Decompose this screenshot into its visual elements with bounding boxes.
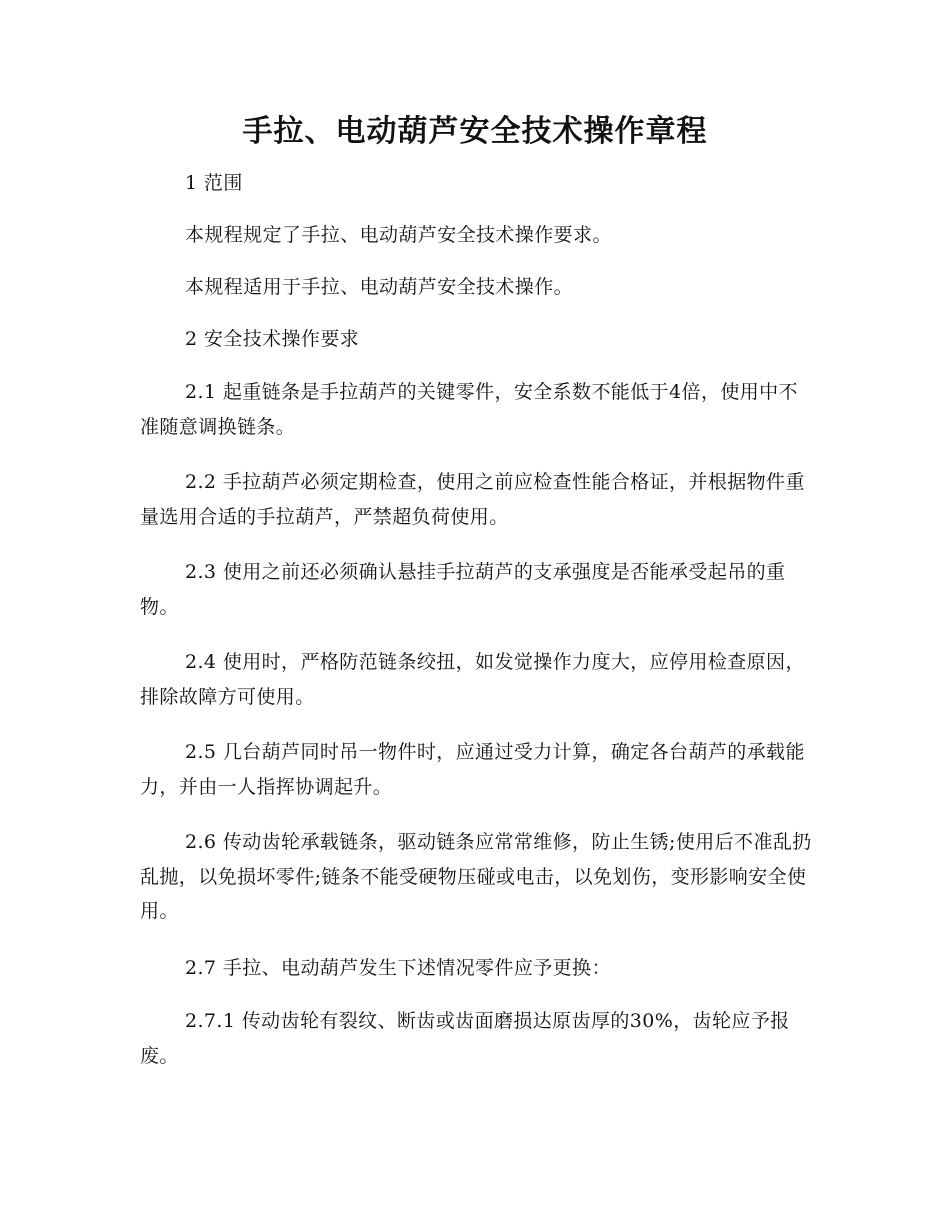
clause-2-4: 2.4 使用时，严格防范链条绞扭，如发觉操作力度大，应停用检查原因，排除故障方可使用。 [140, 651, 805, 708]
paragraph: 本规程适用于手拉、电动葫芦安全技术操作。 [185, 276, 574, 298]
clause-2-1: 2.1 起重链条是手拉葫芦的关键零件，安全系数不能低于4倍，使用中不准随意调换链条。 [140, 381, 798, 438]
clause-2-5: 2.5 几台葫芦同时吊一物件时，应通过受力计算，确定各台葫芦的承载能力，并由一人指挥协调起升。 [140, 741, 805, 798]
document-title: 手拉、电动葫芦安全技术操作章程 [242, 114, 708, 149]
clause-2-7: 2.7 手拉、电动葫芦发生下述情况零件应予更换： [185, 957, 611, 979]
section-heading-requirements: 2 安全技术操作要求 [185, 328, 360, 350]
section-heading-scope: 1 范围 [185, 172, 243, 194]
clause-2-7-1: 2.7.1 传动齿轮有裂纹、断齿或齿面磨损达原齿厚的30%，齿轮应予报废。 [140, 1010, 790, 1067]
clause-2-6: 2.6 传动齿轮承载链条，驱动链条应常常维修，防止生锈;使用后不准乱扔乱抛，以免损坏零件;链条不能受硬物压碰或电击，以免划伤，变形影响安全使用。 [140, 831, 812, 922]
paragraph: 本规程规定了手拉、电动葫芦安全技术操作要求。 [185, 224, 612, 246]
clause-2-3: 2.3 使用之前还必须确认悬挂手拉葫芦的支承强度是否能承受起吊的重物。 [140, 561, 786, 618]
clause-2-2: 2.2 手拉葫芦必须定期检查，使用之前应检查性能合格证，并根据物件重量选用合适的手拉葫芦，严禁超负荷使用。 [140, 471, 805, 528]
